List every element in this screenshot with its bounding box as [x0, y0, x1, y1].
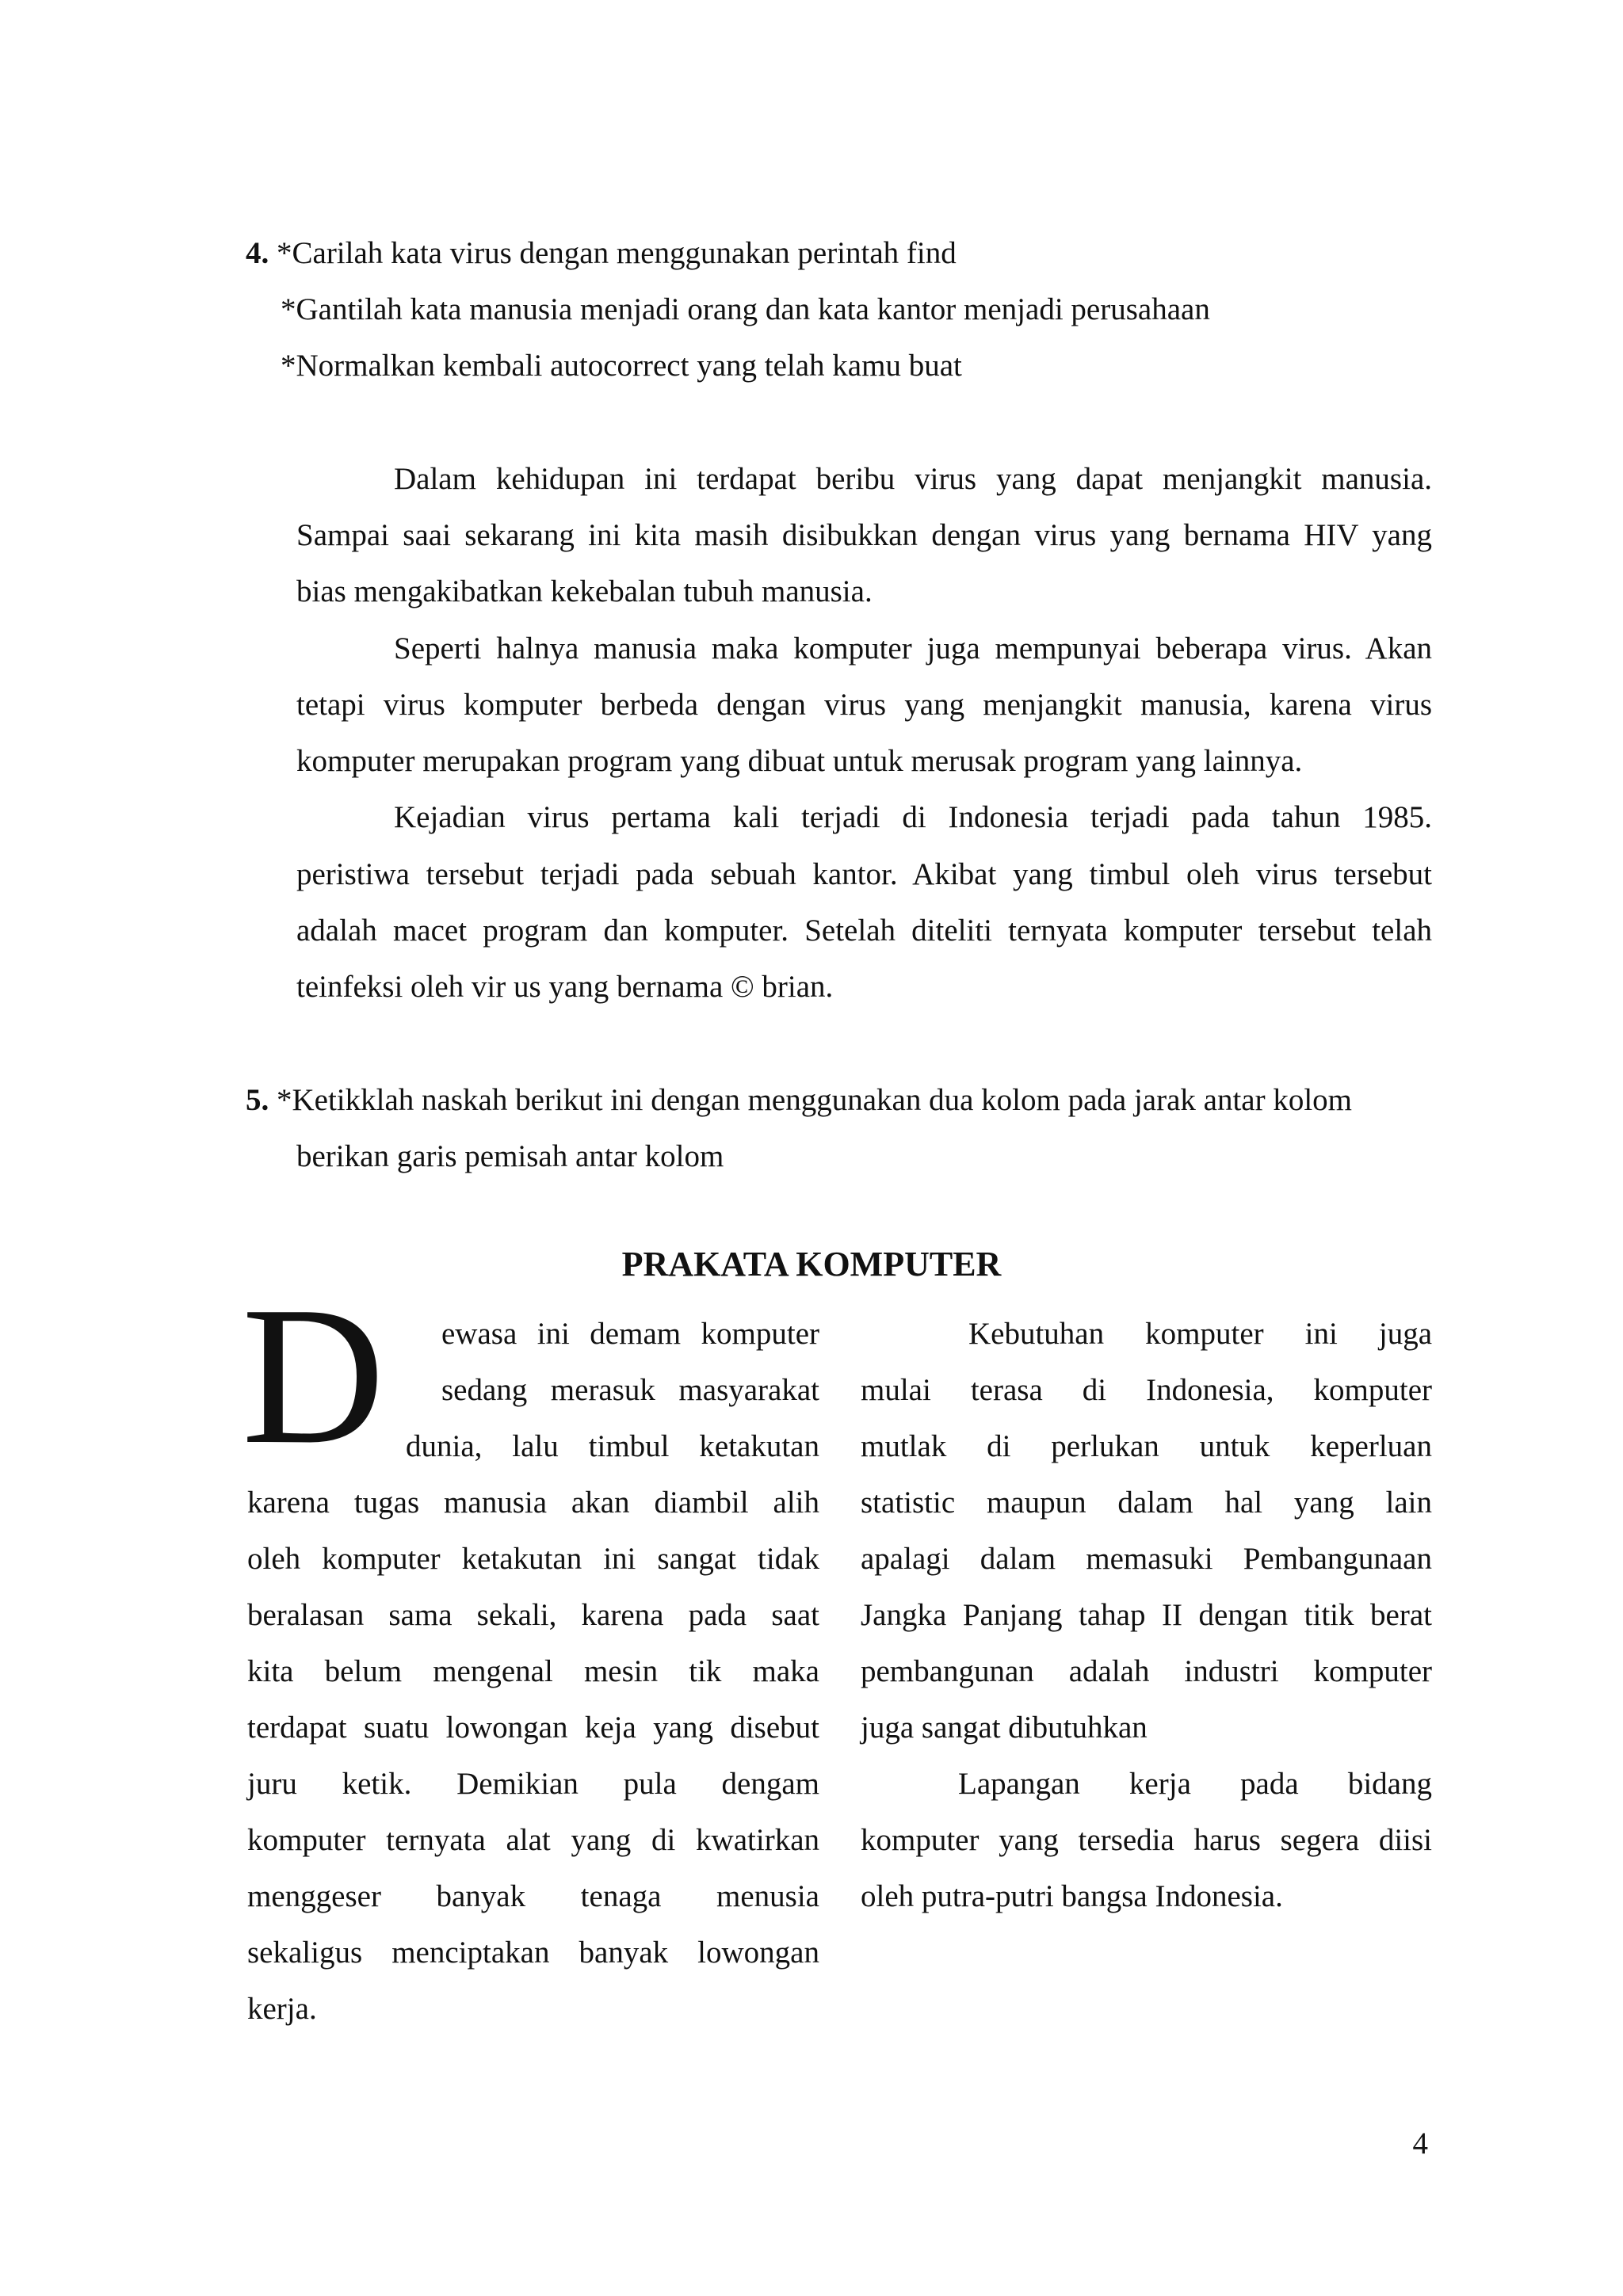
left-column-line: terdapat suatu lowongan keja yang disebut: [247, 1711, 819, 1745]
task-4-instruction-1: *Carilah kata virus dengan menggunakan perintah find: [277, 236, 957, 270]
left-column-line: komputer ternyata alat yang di kwatirkan: [247, 1823, 819, 1857]
passage-line: peristiwa tersebut terjadi pada sebuah kantor. Akibat yang timbul oleh virus tersebut: [296, 857, 1432, 891]
right-column-line: Lapangan kerja pada bidang: [958, 1767, 1432, 1801]
passage-line: Kejadian virus pertama kali terjadi di Indonesia terjadi pada tahun 1985.: [394, 800, 1432, 834]
right-column-line: juga sangat dibutuhkan: [861, 1711, 1148, 1745]
task-5-number: 5.: [246, 1083, 269, 1117]
right-column-line: mutlak di perlukan untuk keperluan: [861, 1429, 1432, 1463]
right-column-line: apalagi dalam memasuki Pembangunaan: [861, 1542, 1432, 1576]
passage-line: Seperti halnya manusia maka komputer juga mempunyai beberapa virus. Akan: [394, 631, 1432, 666]
task-5-instruction-2: berikan garis pemisah antar kolom: [296, 1139, 724, 1173]
right-column-line: statistic maupun dalam hal yang lain: [861, 1486, 1432, 1520]
task-5-instruction-1: *Ketikklah naskah berikut ini dengan menggunakan dua kolom pada jarak antar kolom: [277, 1083, 1353, 1117]
left-column-line: karena tugas manusia akan diambil alih: [247, 1486, 819, 1520]
passage-line: Sampai saai sekarang ini kita masih disibukkan dengan virus yang bernama HIV yang: [296, 518, 1432, 552]
passage-line: teinfeksi oleh vir us yang bernama © brian.: [296, 970, 834, 1004]
passage-line: komputer merupakan program yang dibuat untuk merusak program yang lainnya.: [296, 744, 1303, 778]
left-column-line: kita belum mengenal mesin tik maka: [247, 1654, 819, 1688]
left-column-line: menggeser banyak tenaga menusia: [247, 1879, 819, 1913]
left-column-line: beralasan sama sekali, karena pada saat: [247, 1598, 819, 1632]
task-4-instruction-3: *Normalkan kembali autocorrect yang telah kamu buat: [281, 349, 962, 383]
left-column-line: sekaligus menciptakan banyak lowongan: [247, 1936, 819, 1970]
passage-line: Dalam kehidupan ini terdapat beribu virus yang dapat menjangkit manusia.: [394, 462, 1432, 496]
left-column-line: ewasa ini demam komputer: [441, 1317, 819, 1351]
right-column-line: oleh putra-putri bangsa Indonesia.: [861, 1879, 1283, 1913]
left-column-line: juru ketik. Demikian pula dengam: [247, 1767, 819, 1801]
task-4-number: 4.: [246, 236, 269, 270]
right-column-line: mulai terasa di Indonesia, komputer: [861, 1373, 1432, 1407]
right-column-line: Kebutuhan komputer ini juga: [968, 1317, 1432, 1351]
right-column-line: komputer yang tersedia harus segera diisi: [861, 1823, 1432, 1857]
passage-line: adalah macet program dan komputer. Setelah diteliti ternyata komputer tersebut telah: [296, 913, 1432, 948]
passage-line: bias mengakibatkan kekebalan tubuh manusia.: [296, 574, 873, 608]
left-column-line: kerja.: [247, 1992, 317, 2026]
left-column-line: dunia, lalu timbul ketakutan: [406, 1429, 819, 1463]
right-column-line: pembangunan adalah industri komputer: [861, 1654, 1432, 1688]
passage-line: tetapi virus komputer berbeda dengan virus yang menjangkit manusia, karena virus: [296, 688, 1432, 722]
page-number: 4: [1412, 2126, 1428, 2161]
article-title: PRAKATA KOMPUTER: [621, 1245, 1002, 1283]
left-column-line: sedang merasuk masyarakat: [441, 1373, 819, 1407]
left-column-line: oleh komputer ketakutan ini sangat tidak: [247, 1542, 819, 1576]
drop-cap: D: [242, 1266, 385, 1486]
task-4-line-1: [246, 235, 957, 273]
task-4-instruction-2: *Gantilah kata manusia menjadi orang dan kata kantor menjadi perusahaan: [281, 292, 1210, 326]
task-5-line-1: [246, 1081, 1352, 1119]
right-column-line: Jangka Panjang tahap II dengan titik berat: [861, 1598, 1432, 1632]
